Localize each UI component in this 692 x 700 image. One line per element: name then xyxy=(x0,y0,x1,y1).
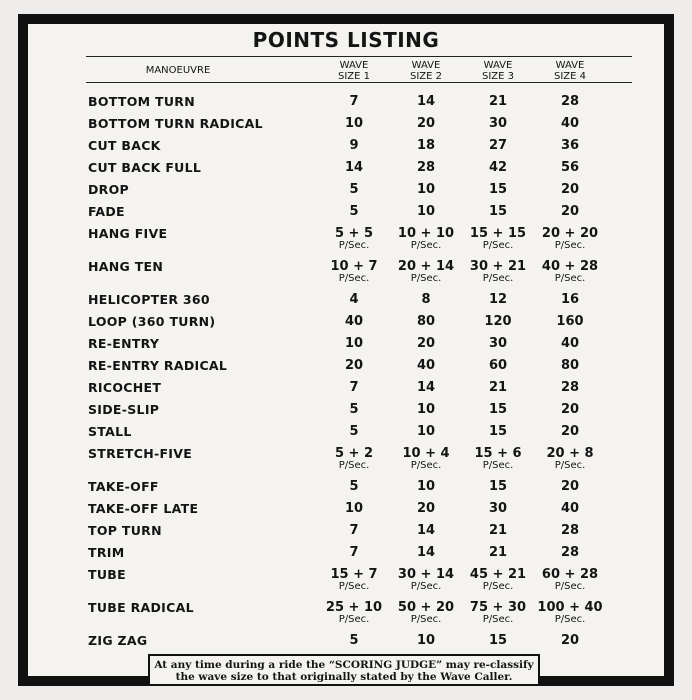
points-cell-wave-3 xyxy=(458,138,538,153)
points-cell-wave-1 xyxy=(314,633,394,648)
per-second-label: P/Sec. xyxy=(554,273,586,284)
points-value: 20 xyxy=(560,204,580,219)
points-cell-wave-1 xyxy=(314,567,394,592)
points-cell-wave-3 xyxy=(458,501,538,516)
points-value: 20 xyxy=(560,633,580,648)
points-value: 20 xyxy=(560,182,580,197)
points-cell-wave-3 xyxy=(458,633,538,648)
manoeuvre-name: STALL xyxy=(88,424,132,439)
points-cell-wave-3 xyxy=(458,446,538,471)
points-cell-wave-3 xyxy=(458,479,538,494)
points-value: 80 xyxy=(560,358,580,373)
points-value: 5 xyxy=(349,633,359,648)
points-value: 10 xyxy=(416,402,436,417)
manoeuvre-name: RICOCHET xyxy=(88,380,162,395)
points-cell-wave-3 xyxy=(458,600,538,625)
points-cell-wave-2 xyxy=(386,633,466,648)
points-value: 15 xyxy=(488,633,508,648)
points-value: 28 xyxy=(416,160,436,175)
points-cell-wave-1 xyxy=(314,314,394,329)
per-second-label: P/Sec. xyxy=(554,460,586,471)
manoeuvre-name: ZIG ZAG xyxy=(88,633,148,648)
manoeuvre-name: HANG FIVE xyxy=(88,226,168,241)
points-value: 12 xyxy=(488,292,508,307)
points-value: 40 + 28 xyxy=(541,259,599,274)
points-value: 10 xyxy=(416,182,436,197)
per-second-label: P/Sec. xyxy=(410,273,442,284)
points-cell-wave-2 xyxy=(386,424,466,439)
manoeuvre-name: TRIM xyxy=(88,545,125,560)
points-cell-wave-3 xyxy=(458,226,538,251)
points-cell-wave-1 xyxy=(314,523,394,538)
points-cell-wave-4 xyxy=(530,567,610,592)
points-cell-wave-1 xyxy=(314,138,394,153)
points-value: 10 + 4 xyxy=(402,446,450,461)
scoring-note: At any time during a ride the “SCORING JUDGE” may re-classify the wave size to that originally stated by the Wave Caller. xyxy=(148,654,540,686)
points-cell-wave-3 xyxy=(458,424,538,439)
points-value: 20 xyxy=(560,424,580,439)
per-second-label: P/Sec. xyxy=(482,581,514,592)
points-cell-wave-4 xyxy=(530,336,610,351)
points-cell-wave-3 xyxy=(458,204,538,219)
points-value: 9 xyxy=(349,138,359,153)
per-second-label: P/Sec. xyxy=(338,273,370,284)
points-cell-wave-2 xyxy=(386,226,466,251)
points-cell-wave-3 xyxy=(458,182,538,197)
points-value: 20 xyxy=(416,336,436,351)
points-value: 10 xyxy=(344,336,364,351)
points-value: 5 + 5 xyxy=(334,226,374,241)
points-value: 20 xyxy=(344,358,364,373)
points-cell-wave-4 xyxy=(530,358,610,373)
points-value: 21 xyxy=(488,523,508,538)
points-value: 21 xyxy=(488,545,508,560)
per-second-label: P/Sec. xyxy=(410,240,442,251)
points-cell-wave-2 xyxy=(386,116,466,131)
points-value: 8 xyxy=(421,292,431,307)
points-cell-wave-1 xyxy=(314,259,394,284)
points-value: 5 xyxy=(349,424,359,439)
points-cell-wave-4 xyxy=(530,204,610,219)
header-line: WAVE xyxy=(555,60,585,71)
points-value: 15 xyxy=(488,402,508,417)
points-cell-wave-1 xyxy=(314,336,394,351)
points-cell-wave-3 xyxy=(458,358,538,373)
points-cell-wave-1 xyxy=(314,204,394,219)
points-value: 56 xyxy=(560,160,580,175)
points-cell-wave-4 xyxy=(530,259,610,284)
points-cell-wave-4 xyxy=(530,402,610,417)
points-cell-wave-2 xyxy=(386,182,466,197)
column-header-wave-size-2 xyxy=(386,60,466,82)
manoeuvre-name: TOP TURN xyxy=(88,523,162,538)
points-cell-wave-1 xyxy=(314,424,394,439)
points-value: 40 xyxy=(560,336,580,351)
points-value: 7 xyxy=(349,94,359,109)
points-value: 42 xyxy=(488,160,508,175)
per-second-label: P/Sec. xyxy=(554,614,586,625)
points-cell-wave-4 xyxy=(530,226,610,251)
points-value: 75 + 30 xyxy=(469,600,527,615)
points-value: 21 xyxy=(488,94,508,109)
column-header-manoeuvre: MANOEUVRE xyxy=(145,65,211,76)
points-cell-wave-2 xyxy=(386,160,466,175)
points-value: 5 xyxy=(349,479,359,494)
points-cell-wave-2 xyxy=(386,479,466,494)
points-cell-wave-2 xyxy=(386,402,466,417)
per-second-label: P/Sec. xyxy=(554,581,586,592)
points-value: 7 xyxy=(349,523,359,538)
points-cell-wave-1 xyxy=(314,600,394,625)
points-value: 45 + 21 xyxy=(469,567,527,582)
points-value: 15 + 6 xyxy=(474,446,522,461)
points-cell-wave-3 xyxy=(458,545,538,560)
points-cell-wave-4 xyxy=(530,160,610,175)
points-value: 15 xyxy=(488,182,508,197)
manoeuvre-name: TAKE-OFF xyxy=(88,479,159,494)
points-cell-wave-2 xyxy=(386,94,466,109)
points-value: 40 xyxy=(560,116,580,131)
points-cell-wave-1 xyxy=(314,380,394,395)
per-second-label: P/Sec. xyxy=(482,614,514,625)
points-value: 15 xyxy=(488,204,508,219)
points-value: 40 xyxy=(560,501,580,516)
points-cell-wave-1 xyxy=(314,479,394,494)
points-value: 5 + 2 xyxy=(334,446,374,461)
points-value: 30 xyxy=(488,501,508,516)
points-cell-wave-2 xyxy=(386,567,466,592)
points-value: 20 xyxy=(560,402,580,417)
points-cell-wave-4 xyxy=(530,479,610,494)
points-value: 7 xyxy=(349,380,359,395)
points-value: 30 xyxy=(488,116,508,131)
points-cell-wave-4 xyxy=(530,182,610,197)
points-cell-wave-3 xyxy=(458,402,538,417)
points-cell-wave-3 xyxy=(458,336,538,351)
points-value: 160 xyxy=(556,314,584,329)
points-cell-wave-1 xyxy=(314,182,394,197)
manoeuvre-name: STRETCH-FIVE xyxy=(88,446,193,461)
points-value: 5 xyxy=(349,182,359,197)
per-second-label: P/Sec. xyxy=(554,240,586,251)
points-value: 30 + 14 xyxy=(397,567,455,582)
header-line: WAVE xyxy=(483,60,513,71)
points-cell-wave-3 xyxy=(458,523,538,538)
points-value: 30 xyxy=(488,336,508,351)
column-header-wave-size-3 xyxy=(458,60,538,82)
per-second-label: P/Sec. xyxy=(410,460,442,471)
points-listing-panel xyxy=(28,24,664,676)
points-cell-wave-4 xyxy=(530,633,610,648)
points-value: 15 xyxy=(488,479,508,494)
points-value: 20 xyxy=(416,116,436,131)
points-value: 60 xyxy=(488,358,508,373)
points-cell-wave-4 xyxy=(530,116,610,131)
points-value: 14 xyxy=(416,545,436,560)
points-cell-wave-2 xyxy=(386,501,466,516)
points-cell-wave-3 xyxy=(458,259,538,284)
manoeuvre-name: TAKE-OFF LATE xyxy=(88,501,199,516)
points-value: 10 xyxy=(344,116,364,131)
points-value: 14 xyxy=(416,94,436,109)
manoeuvre-name: DROP xyxy=(88,182,129,197)
points-cell-wave-4 xyxy=(530,545,610,560)
points-cell-wave-3 xyxy=(458,160,538,175)
page-title: POINTS LISTING xyxy=(252,28,440,52)
points-value: 5 xyxy=(349,402,359,417)
per-second-label: P/Sec. xyxy=(338,614,370,625)
header-line: SIZE 2 xyxy=(409,71,442,82)
manoeuvre-name: HANG TEN xyxy=(88,259,164,274)
points-cell-wave-1 xyxy=(314,402,394,417)
points-cell-wave-4 xyxy=(530,94,610,109)
points-cell-wave-2 xyxy=(386,358,466,373)
per-second-label: P/Sec. xyxy=(410,614,442,625)
points-value: 50 + 20 xyxy=(397,600,455,615)
points-value: 5 xyxy=(349,204,359,219)
points-cell-wave-4 xyxy=(530,380,610,395)
points-value: 10 xyxy=(344,501,364,516)
per-second-label: P/Sec. xyxy=(482,273,514,284)
manoeuvre-name: CUT BACK FULL xyxy=(88,160,202,175)
manoeuvre-name: BOTTOM TURN xyxy=(88,94,195,109)
points-value: 10 xyxy=(416,633,436,648)
points-cell-wave-2 xyxy=(386,380,466,395)
header-line: SIZE 4 xyxy=(553,71,586,82)
points-cell-wave-1 xyxy=(314,226,394,251)
points-cell-wave-4 xyxy=(530,292,610,307)
points-cell-wave-4 xyxy=(530,446,610,471)
per-second-label: P/Sec. xyxy=(482,240,514,251)
points-cell-wave-2 xyxy=(386,600,466,625)
points-cell-wave-3 xyxy=(458,292,538,307)
points-value: 15 xyxy=(488,424,508,439)
points-value: 30 + 21 xyxy=(469,259,527,274)
points-cell-wave-1 xyxy=(314,501,394,516)
manoeuvre-name: TUBE RADICAL xyxy=(88,600,194,615)
points-value: 20 xyxy=(416,501,436,516)
manoeuvre-name: LOOP (360 TURN) xyxy=(88,314,216,329)
points-value: 120 xyxy=(484,314,512,329)
manoeuvre-name: BOTTOM TURN RADICAL xyxy=(88,116,263,131)
header-line: WAVE xyxy=(411,60,441,71)
points-value: 10 xyxy=(416,424,436,439)
points-cell-wave-4 xyxy=(530,523,610,538)
points-cell-wave-2 xyxy=(386,336,466,351)
points-value: 18 xyxy=(416,138,436,153)
points-value: 10 + 7 xyxy=(330,259,378,274)
points-value: 28 xyxy=(560,380,580,395)
points-cell-wave-4 xyxy=(530,138,610,153)
points-value: 14 xyxy=(416,380,436,395)
manoeuvre-name: RE-ENTRY RADICAL xyxy=(88,358,228,373)
points-cell-wave-3 xyxy=(458,567,538,592)
points-cell-wave-2 xyxy=(386,523,466,538)
points-cell-wave-2 xyxy=(386,446,466,471)
points-value: 28 xyxy=(560,545,580,560)
points-cell-wave-3 xyxy=(458,116,538,131)
manoeuvre-name: SIDE-SLIP xyxy=(88,402,160,417)
points-cell-wave-4 xyxy=(530,424,610,439)
points-cell-wave-1 xyxy=(314,160,394,175)
manoeuvre-name: TUBE xyxy=(88,567,126,582)
points-cell-wave-1 xyxy=(314,446,394,471)
points-cell-wave-3 xyxy=(458,314,538,329)
points-value: 20 + 8 xyxy=(546,446,594,461)
points-value: 80 xyxy=(416,314,436,329)
points-value: 14 xyxy=(416,523,436,538)
points-cell-wave-1 xyxy=(314,94,394,109)
points-cell-wave-2 xyxy=(386,204,466,219)
column-header-wave-size-1 xyxy=(314,60,394,82)
points-value: 10 xyxy=(416,479,436,494)
points-cell-wave-1 xyxy=(314,116,394,131)
points-value: 40 xyxy=(344,314,364,329)
points-value: 15 + 15 xyxy=(469,226,527,241)
points-cell-wave-1 xyxy=(314,545,394,560)
points-value: 10 xyxy=(416,204,436,219)
points-value: 7 xyxy=(349,545,359,560)
per-second-label: P/Sec. xyxy=(338,460,370,471)
points-value: 25 + 10 xyxy=(325,600,383,615)
points-cell-wave-3 xyxy=(458,380,538,395)
points-value: 4 xyxy=(349,292,359,307)
points-value: 14 xyxy=(344,160,364,175)
header-bottom-rule xyxy=(86,82,632,83)
points-value: 28 xyxy=(560,523,580,538)
header-line: SIZE 1 xyxy=(337,71,370,82)
points-value: 27 xyxy=(488,138,508,153)
column-header-wave-size-4 xyxy=(530,60,610,82)
manoeuvre-name: FADE xyxy=(88,204,125,219)
points-cell-wave-1 xyxy=(314,358,394,373)
manoeuvre-name: CUT BACK xyxy=(88,138,161,153)
per-second-label: P/Sec. xyxy=(338,581,370,592)
points-value: 10 + 10 xyxy=(397,226,455,241)
per-second-label: P/Sec. xyxy=(338,240,370,251)
points-value: 20 + 20 xyxy=(541,226,599,241)
points-value: 20 xyxy=(560,479,580,494)
points-value: 28 xyxy=(560,94,580,109)
manoeuvre-name: RE-ENTRY xyxy=(88,336,160,351)
points-cell-wave-1 xyxy=(314,292,394,307)
points-value: 60 + 28 xyxy=(541,567,599,582)
points-cell-wave-3 xyxy=(458,94,538,109)
points-value: 20 + 14 xyxy=(397,259,455,274)
header-line: SIZE 3 xyxy=(481,71,514,82)
points-cell-wave-4 xyxy=(530,314,610,329)
manoeuvre-name: HELICOPTER 360 xyxy=(88,292,210,307)
points-value: 100 + 40 xyxy=(537,600,603,615)
points-cell-wave-2 xyxy=(386,138,466,153)
points-cell-wave-4 xyxy=(530,501,610,516)
points-cell-wave-2 xyxy=(386,314,466,329)
points-cell-wave-2 xyxy=(386,259,466,284)
points-value: 16 xyxy=(560,292,580,307)
per-second-label: P/Sec. xyxy=(482,460,514,471)
points-cell-wave-2 xyxy=(386,292,466,307)
points-value: 15 + 7 xyxy=(330,567,378,582)
points-cell-wave-2 xyxy=(386,545,466,560)
points-value: 40 xyxy=(416,358,436,373)
points-cell-wave-4 xyxy=(530,600,610,625)
header-top-rule xyxy=(86,56,632,57)
per-second-label: P/Sec. xyxy=(410,581,442,592)
header-line: WAVE xyxy=(339,60,369,71)
points-value: 36 xyxy=(560,138,580,153)
points-value: 21 xyxy=(488,380,508,395)
